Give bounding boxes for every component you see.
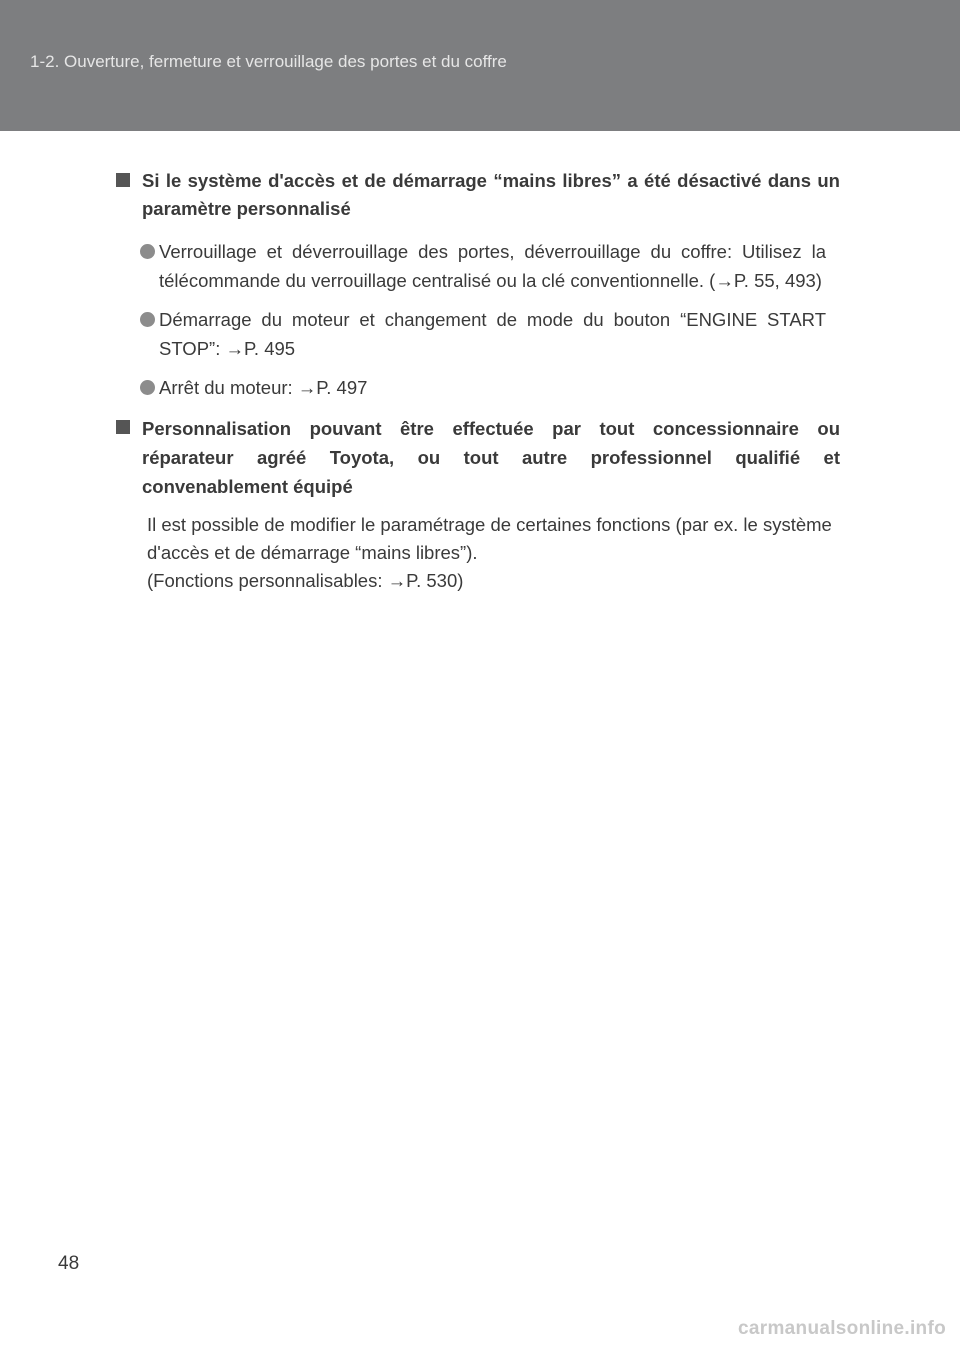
list-item-text: Verrouillage et déverrouillage des portes, déverrouillage du coffre: Utilisez la télécommande du verrouillage centralisé ou la clé conventionnelle. (→P. 55, 493) (159, 241, 826, 291)
section-heading-customization (108, 414, 840, 501)
list-item (108, 237, 840, 295)
section-heading-text: Si le système d'accès et de démarrage “mains libres” a été désactivé dans un paramètre personnalisé (142, 170, 840, 219)
section-heading-hands-free-disabled (108, 167, 840, 223)
list-item (108, 373, 840, 402)
paragraph-line: (Fonctions personnalisables: →P. 530) (147, 570, 464, 591)
watermark: carmanualsonline.info (738, 1318, 946, 1339)
page-content (108, 167, 840, 595)
list-item-text: Démarrage du moteur et changement de mode du bouton “ENGINE START STOP”: →P. 495 (159, 309, 826, 359)
list-item (108, 305, 840, 363)
header-band (0, 0, 960, 131)
customization-paragraph (108, 511, 840, 595)
section-heading-text: Personnalisation pouvant être effectuée par tout concessionnaire ou réparateur agréé Toyota, ou tout autre professionnel qualifié et convenablement équipé (142, 418, 840, 497)
circle-bullet-icon (140, 244, 155, 259)
square-bullet-icon (116, 420, 130, 434)
square-bullet-icon (116, 173, 130, 187)
list-item-text: Arrêt du moteur: →P. 497 (159, 377, 368, 398)
paragraph-line: Il est possible de modifier le paramétrage de certaines fonctions (par ex. le système d'accès et de démarrage “mains libres”). (147, 514, 832, 563)
section-title: 1-2. Ouverture, fermeture et verrouillage des portes et du coffre (30, 52, 507, 71)
page-number: 48 (58, 1253, 80, 1274)
circle-bullet-icon (140, 312, 155, 327)
circle-bullet-icon (140, 380, 155, 395)
